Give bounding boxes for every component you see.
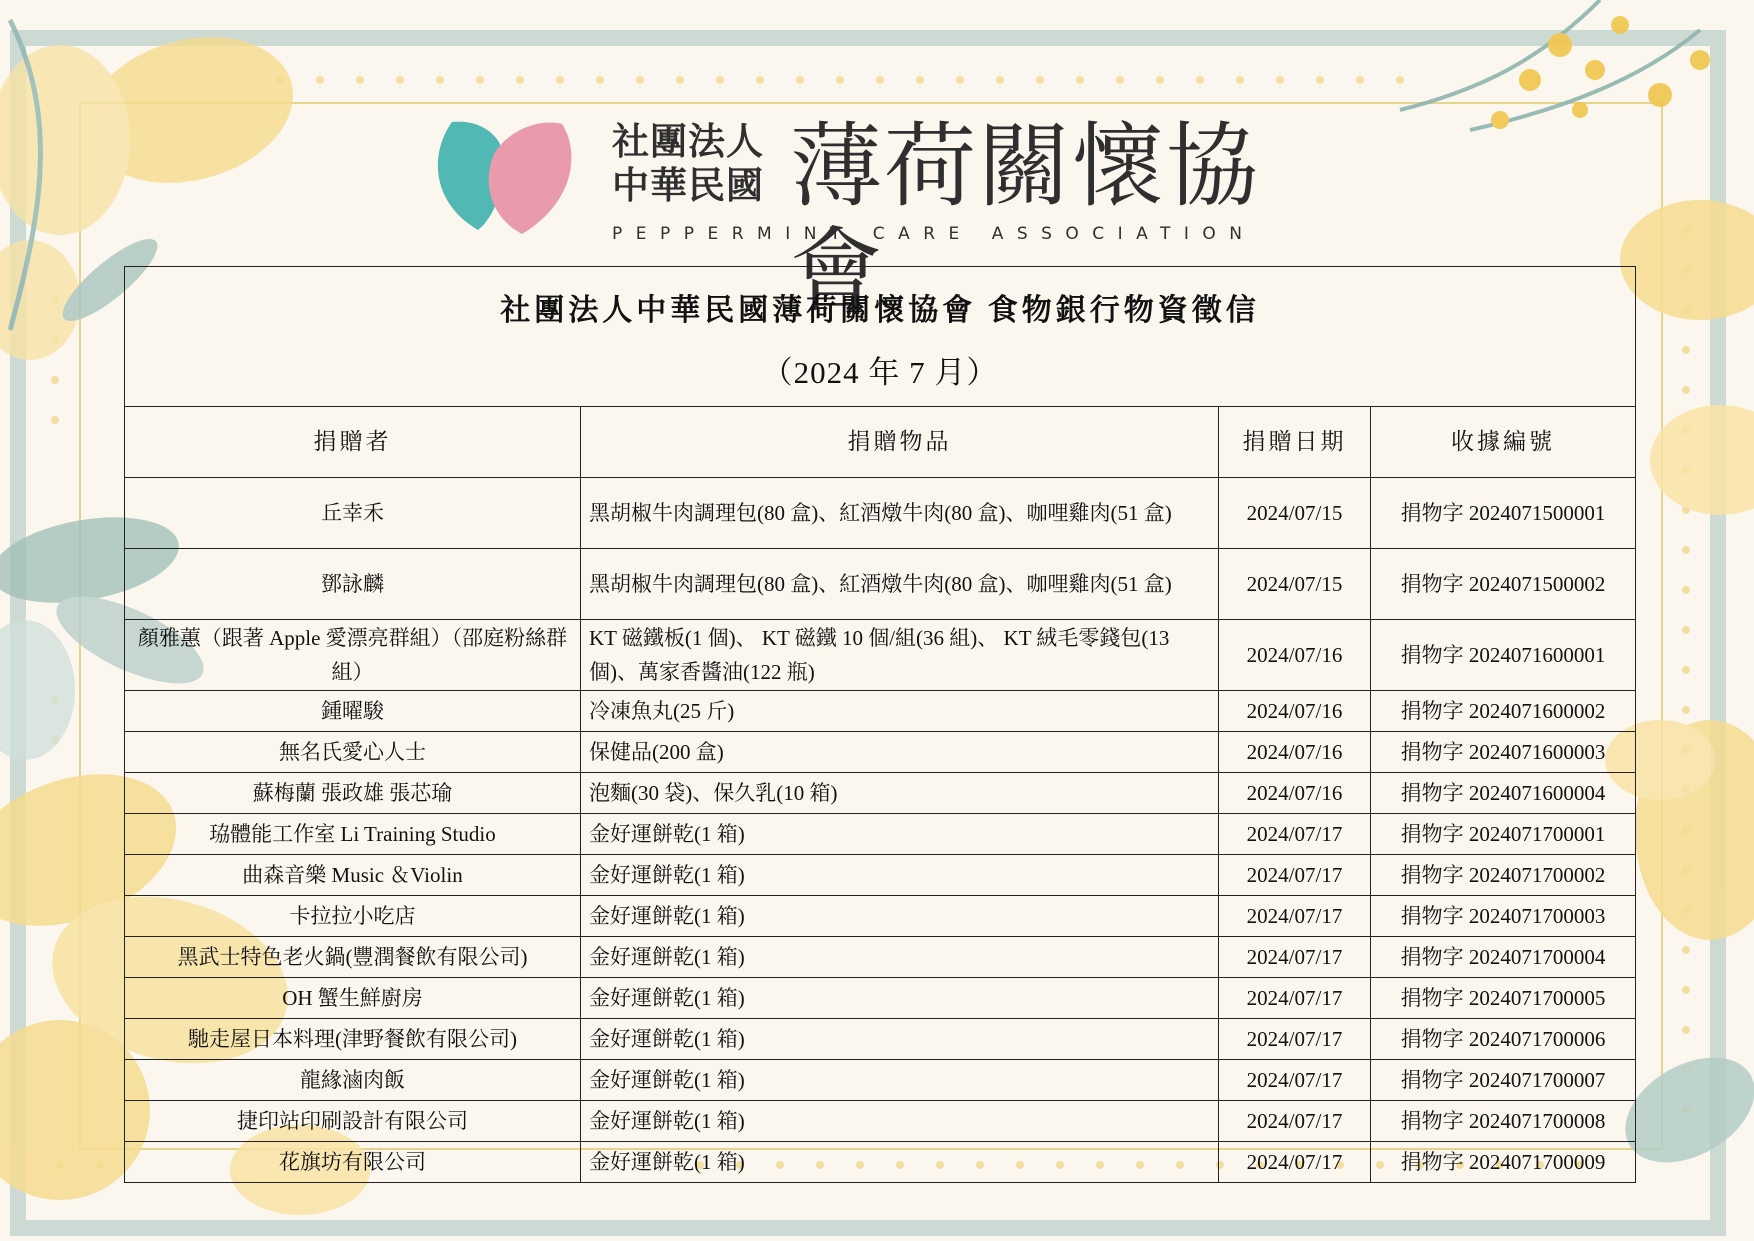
table-title-cell (125, 267, 1636, 407)
donor-cell: 蘇梅蘭 張政雄 張芯瑜 (125, 773, 581, 814)
item-cell: 金好運餅乾(1 箱) (581, 814, 1219, 855)
date-cell: 2024/07/17 (1219, 1060, 1371, 1101)
receipt-cell: 捐物字 2024071700004 (1371, 937, 1636, 978)
table-row (125, 1142, 1636, 1183)
table-row (125, 691, 1636, 732)
item-cell: 冷凍魚丸(25 斤) (581, 691, 1219, 732)
donor-cell: 黑武士特色老火鍋(豐潤餐飲有限公司) (125, 937, 581, 978)
date-cell: 2024/07/15 (1219, 549, 1371, 620)
donor-cell: 卡拉拉小吃店 (125, 896, 581, 937)
date-cell: 2024/07/15 (1219, 478, 1371, 549)
table-row (125, 478, 1636, 549)
receipt-cell: 捐物字 2024071600003 (1371, 732, 1636, 773)
donor-cell: 龍緣滷肉飯 (125, 1060, 581, 1101)
date-cell: 2024/07/16 (1219, 773, 1371, 814)
date-cell: 2024/07/16 (1219, 732, 1371, 773)
item-cell: 金好運餅乾(1 箱) (581, 1060, 1219, 1101)
receipt-cell: 捐物字 2024071700006 (1371, 1019, 1636, 1060)
item-cell: 保健品(200 盒) (581, 732, 1219, 773)
donor-cell: 花旗坊有限公司 (125, 1142, 581, 1183)
date-cell: 2024/07/17 (1219, 978, 1371, 1019)
logo-line-1: 社團法人 (612, 120, 764, 163)
table-row (125, 549, 1636, 620)
table-row (125, 937, 1636, 978)
receipt-cell: 捐物字 2024071500002 (1371, 549, 1636, 620)
receipt-cell: 捐物字 2024071600004 (1371, 773, 1636, 814)
date-cell: 2024/07/17 (1219, 937, 1371, 978)
table-row (125, 1101, 1636, 1142)
receipt-cell: 捐物字 2024071700007 (1371, 1060, 1636, 1101)
donor-cell: 丘幸禾 (125, 478, 581, 549)
date-cell: 2024/07/17 (1219, 896, 1371, 937)
item-cell: 泡麵(30 袋)、保久乳(10 箱) (581, 773, 1219, 814)
table-row (125, 620, 1636, 691)
item-cell: 金好運餅乾(1 箱) (581, 896, 1219, 937)
document-subtitle: （2024 年 7 月） (761, 354, 999, 390)
date-cell: 2024/07/16 (1219, 620, 1371, 691)
donor-cell: 鍾曜駿 (125, 691, 581, 732)
logo-english-name: PEPPERMINT CARE ASSOCIATION (612, 224, 1256, 244)
table-row (125, 732, 1636, 773)
date-cell: 2024/07/17 (1219, 855, 1371, 896)
item-cell: 黑胡椒牛肉調理包(80 盒)、紅酒燉牛肉(80 盒)、咖哩雞肉(51 盒) (581, 478, 1219, 549)
item-cell: 金好運餅乾(1 箱) (581, 1142, 1219, 1183)
document-title: 社團法人中華民國薄荷關懷協會 食物銀行物資徵信 (500, 293, 1260, 327)
header-receipt: 收據編號 (1371, 407, 1636, 478)
table-row (125, 1019, 1636, 1060)
donation-table (124, 266, 1636, 1183)
table-row (125, 855, 1636, 896)
donor-cell: 馳走屋日本料理(津野餐飲有限公司) (125, 1019, 581, 1060)
receipt-cell: 捐物字 2024071700005 (1371, 978, 1636, 1019)
donor-cell: 顏雅蕙（跟著 Apple 愛漂亮群組）（邵庭粉絲群組） (125, 620, 581, 691)
receipt-cell: 捐物字 2024071700003 (1371, 896, 1636, 937)
logo-name: 薄荷關懷協會 (790, 113, 1261, 325)
date-cell: 2024/07/17 (1219, 814, 1371, 855)
logo-line-2: 中華民國 (612, 164, 764, 207)
date-cell: 2024/07/17 (1219, 1142, 1371, 1183)
item-cell: 黑胡椒牛肉調理包(80 盒)、紅酒燉牛肉(80 盒)、咖哩雞肉(51 盒) (581, 549, 1219, 620)
header-donor: 捐贈者 (125, 407, 581, 478)
table-row (125, 814, 1636, 855)
donor-cell: 曲森音樂 Music ＆Violin (125, 855, 581, 896)
receipt-cell: 捐物字 2024071700001 (1371, 814, 1636, 855)
receipt-cell: 捐物字 2024071700008 (1371, 1101, 1636, 1142)
table-row (125, 896, 1636, 937)
donor-cell: 無名氏愛心人士 (125, 732, 581, 773)
donor-cell: 捷印站印刷設計有限公司 (125, 1101, 581, 1142)
header-item: 捐贈物品 (581, 407, 1219, 478)
donor-cell: 珕體能工作室 Li Training Studio (125, 814, 581, 855)
item-cell: 金好運餅乾(1 箱) (581, 855, 1219, 896)
table-row (125, 978, 1636, 1019)
date-cell: 2024/07/17 (1219, 1101, 1371, 1142)
item-cell: KT 磁鐵板(1 個)、 KT 磁鐵 10 個/組(36 組)、 KT 絨毛零錢包(13 個)、萬家香醬油(122 瓶) (581, 620, 1219, 691)
item-cell: 金好運餅乾(1 箱) (581, 978, 1219, 1019)
item-cell: 金好運餅乾(1 箱) (581, 937, 1219, 978)
receipt-cell: 捐物字 2024071600001 (1371, 620, 1636, 691)
donor-cell: 鄧詠麟 (125, 549, 581, 620)
table-header-row (125, 407, 1636, 478)
table-row (125, 773, 1636, 814)
logo-org-type (612, 120, 764, 208)
table-row (125, 1060, 1636, 1101)
receipt-cell: 捐物字 2024071600002 (1371, 691, 1636, 732)
item-cell: 金好運餅乾(1 箱) (581, 1101, 1219, 1142)
date-cell: 2024/07/16 (1219, 691, 1371, 732)
receipt-cell: 捐物字 2024071700009 (1371, 1142, 1636, 1183)
receipt-cell: 捐物字 2024071500001 (1371, 478, 1636, 549)
date-cell: 2024/07/17 (1219, 1019, 1371, 1060)
receipt-cell: 捐物字 2024071700002 (1371, 855, 1636, 896)
donor-cell: OH 蟹生鮮廚房 (125, 978, 581, 1019)
header-date: 捐贈日期 (1219, 407, 1371, 478)
leaf-heart-logo-icon (430, 112, 590, 242)
item-cell: 金好運餅乾(1 箱) (581, 1019, 1219, 1060)
